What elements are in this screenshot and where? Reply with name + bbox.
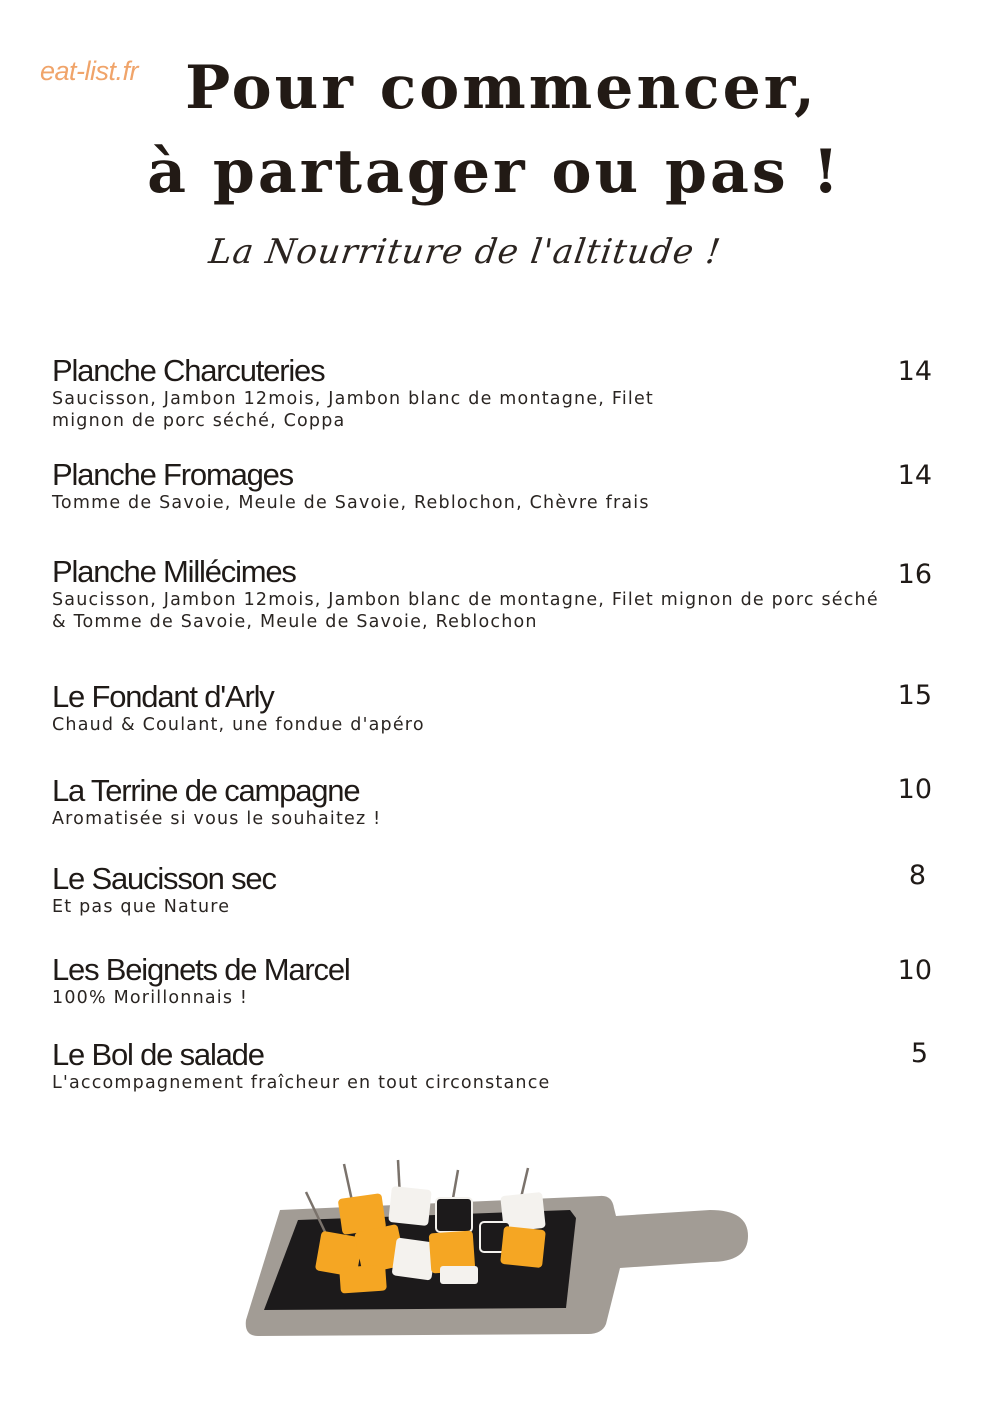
title-line-2: à partager ou pas ! [147, 137, 842, 207]
menu-item-name: La Terrine de campagne [52, 773, 360, 808]
menu-item-description: Saucisson, Jambon 12mois, Jambon blanc de montagne, Filet mignon de porc séché, Coppa [52, 389, 654, 431]
menu-item-price: 5 [910, 1038, 928, 1069]
menu-item-description: Tomme de Savoie, Meule de Savoie, Reblochon, Chèvre frais [52, 493, 650, 513]
menu-item-description: 100% Morillonnais ! [52, 988, 249, 1008]
menu-item [52, 555, 942, 633]
title-line-1: Pour commencer, [185, 53, 818, 123]
menu-item-name: Les Beignets de Marcel [52, 952, 350, 987]
menu-item-price: 15 [897, 680, 932, 711]
menu-item [52, 774, 942, 830]
menu-item [52, 1038, 942, 1094]
menu-item [52, 354, 942, 432]
cheese-board-icon [240, 1158, 750, 1343]
menu-item-price: 10 [897, 955, 932, 986]
menu-item-price: 16 [897, 559, 932, 590]
menu-item-price: 14 [897, 356, 932, 387]
menu-item-price: 14 [897, 460, 932, 491]
menu-item-name: Planche Fromages [52, 457, 293, 492]
menu-item [52, 953, 942, 1009]
menu-item-price: 8 [908, 860, 926, 891]
menu-item-name: Planche Millécimes [52, 554, 296, 589]
menu-item-description: L'accompagnement fraîcheur en tout circonstance [52, 1073, 551, 1093]
menu-item-price: 10 [897, 774, 932, 805]
menu-item-description: Saucisson, Jambon 12mois, Jambon blanc de montagne, Filet mignon de porc séché & Tomme de Savoie, Meule de Savoie, Reblochon [52, 590, 879, 632]
subtitle: La Nourriture de l'altitude ! [206, 232, 724, 272]
menu-item [52, 458, 942, 514]
watermark: eat-list.fr [40, 56, 139, 86]
menu-item [52, 680, 942, 736]
menu-item-description: Et pas que Nature [52, 897, 231, 917]
menu-item-name: Planche Charcuteries [52, 353, 325, 388]
menu-item-name: Le Fondant d'Arly [52, 679, 274, 714]
menu-item-name: Le Bol de salade [52, 1037, 264, 1072]
page-title [0, 46, 989, 214]
menu-item-description: Aromatisée si vous le souhaitez ! [52, 809, 382, 829]
menu-item-description: Chaud & Coulant, une fondue d'apéro [52, 715, 425, 735]
menu-item [52, 862, 942, 918]
menu-item-name: Le Saucisson sec [52, 861, 276, 896]
